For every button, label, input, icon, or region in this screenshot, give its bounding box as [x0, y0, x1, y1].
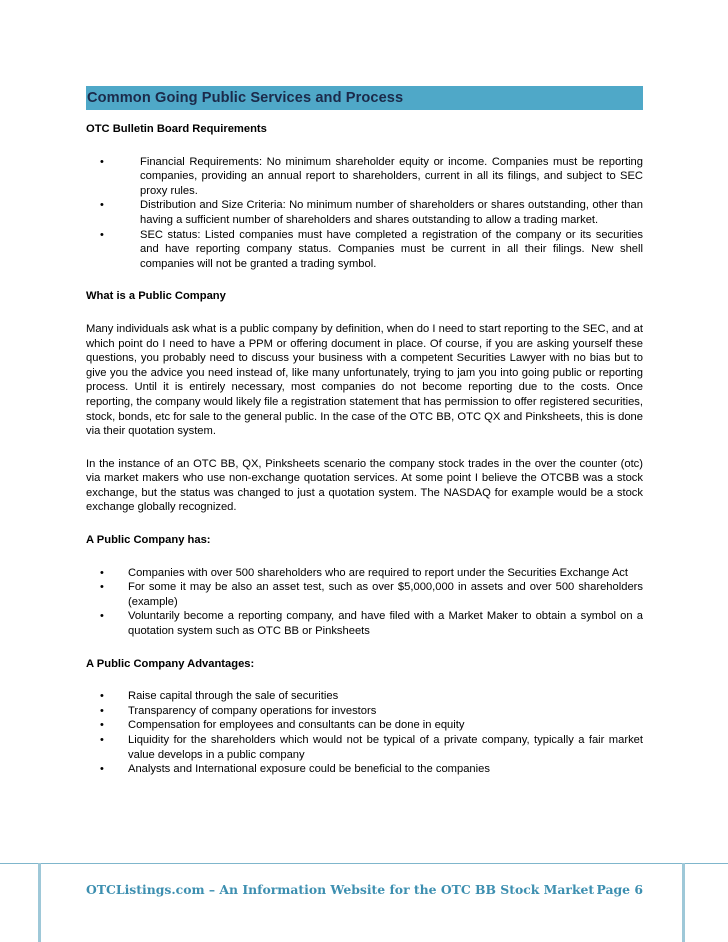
- footer-right-border: [682, 863, 685, 942]
- section-title-bar: [86, 86, 643, 110]
- page-content: [86, 86, 643, 795]
- list-item: • For some it may be also an asset test, such as over $5,000,000 in assets and over 500 shareholders (example): [100, 581, 643, 608]
- list-item: • Distribution and Size Criteria: No minimum number of shareholders or shares outstanding, other than having a sufficient number of shareholders and shares outstanding to allow a trading market.: [100, 199, 643, 226]
- page-title: Common Going Public Services and Process: [87, 89, 404, 106]
- footer-divider: [0, 863, 728, 864]
- bullet-icon: •: [100, 719, 104, 732]
- bullet-icon: •: [100, 763, 104, 776]
- list-item: • Voluntarily become a reporting company, and have filed with a Market Maker to obtain a symbol on a quotation system such as OTC BB or Pinksheets: [100, 610, 643, 638]
- bullet-icon: •: [100, 581, 104, 594]
- page-number: Page 6: [596, 882, 643, 897]
- bullet-icon: •: [100, 734, 104, 746]
- bullet-icon: •: [100, 704, 104, 717]
- footer-left-border: [38, 863, 41, 942]
- advantages-heading: A Public Company Advantages:: [86, 657, 255, 670]
- page-footer: [86, 882, 643, 897]
- bullet-icon: •: [100, 199, 104, 212]
- public-company-has-heading: A Public Company has:: [86, 534, 211, 547]
- footer-site-text: OTCListings.com – An Information Website for the OTC BB Stock Market: [86, 882, 595, 897]
- bullet-icon: •: [100, 155, 104, 168]
- list-item: • SEC status: Listed companies must have completed a registration of the company or its securities and have reporting company status. Companies must be current in all their filings. New shell companies will not be granted a trading symbol.: [100, 228, 643, 270]
- bullet-icon: •: [100, 690, 104, 703]
- list-item: • Raise capital through the sale of securities: [100, 690, 339, 703]
- public-company-heading: What is a Public Company: [86, 290, 226, 303]
- list-item: • Liquidity for the shareholders which would not be typical of a private company, typically a fair market value develops in a public company: [100, 734, 643, 761]
- otc-requirements-list: [86, 155, 643, 272]
- bullet-icon: •: [100, 228, 104, 241]
- bullet-icon: •: [100, 566, 104, 579]
- list-item: • Analysts and International exposure could be beneficial to the companies: [100, 763, 490, 776]
- list-item: • Financial Requirements: No minimum shareholder equity or income. Companies must be reporting companies, providing an annual report to shareholders, current in all its filings, and subject to SEC proxy rules.: [100, 155, 643, 197]
- list-item: • Compensation for employees and consultants can be done in equity: [100, 719, 465, 732]
- paragraph: Many individuals ask what is a public company by definition, when do I need to start reporting to the SEC, and at which point do I need to have a PPM or offering document in place. Of course, if you are asking yourself these questions, you probably need to discuss your business with a competent Securities Lawyer with no bias but to give you the advice you need instead of, like many unfortunately, trying to jam you into going public or reporting process. Until it is entirely necessary, most companies do not become reporting due to the costs. Once reporting, the company would likely file a registration statement that has permission to offer registered securities, stock, bonds, etc for sale to the general public. In the case of the OTC BB, OTC QX and Pinksheets, this is done via their quotation system.: [86, 322, 643, 438]
- public-company-has-list: [86, 566, 643, 639]
- advantages-list: [86, 689, 643, 777]
- list-item: • Transparency of company operations for investors: [100, 704, 377, 717]
- paragraph: In the instance of an OTC BB, QX, Pinksheets scenario the company stock trades in the over the counter (otc) via market makers who use non-exchange quotation services. At some point I believe the OTCBB was a stock exchange, but the status was changed to just a quotation system. The NASDAQ for example would be a stock exchange globally recognized.: [86, 457, 643, 514]
- otc-requirements-heading: OTC Bulletin Board Requirements: [86, 123, 267, 135]
- bullet-icon: •: [100, 610, 104, 623]
- list-item: • Companies with over 500 shareholders who are required to report under the Securities Exchange Act: [100, 566, 628, 579]
